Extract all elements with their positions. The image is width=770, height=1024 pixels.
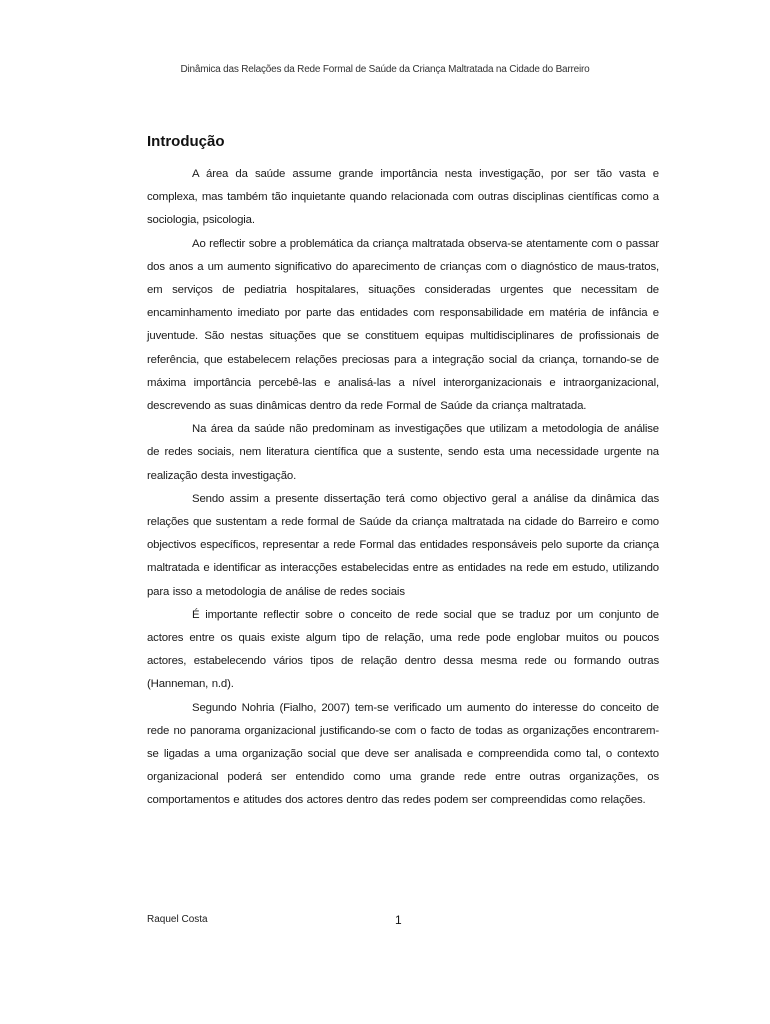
running-header: Dinâmica das Relações da Rede Formal de Saúde da Criança Maltratada na Cidade do Barreiro (180, 64, 590, 75)
paragraph: Ao reflectir sobre a problemática da criança maltratada observa-se atentamente com o passar dos anos a um aumento significativo do aparecimento de crianças com o diagnóstico de maus-tratos, em serviços de pediatria hospitalares, situações consideradas urgentes que necessitam de encaminhamento imediato por parte das entidades com responsabilidade em matéria de infância e juventude. São nestas situações que se constituem equipas multidisciplinares de profissionais de referência, que estabelecem relações preciosas para a integração social da criança, tornando-se de máxima importância percebê-las e analisá-las a nível interorganizacionais e intraorganizacional, descrevendo as suas dinâmicas dentro da rede Formal de Saúde da criança maltratada. (147, 237, 659, 413)
paragraph: Sendo assim a presente dissertação terá como objectivo geral a análise da dinâmica das relações que sustentam a rede formal de Saúde da criança maltratada na cidade do Barreiro e como objectivos específicos, representar a rede Formal das entidades responsáveis pelo suporte da criança maltratada e identificar as interacções estabelecidas entre as entidades na rede em estudo, utilizando para isso a metodologia de análise de redes sociais (147, 492, 659, 598)
footer-author: Raquel Costa (147, 914, 208, 925)
paragraph: É importante reflectir sobre o conceito de rede social que se traduz por um conjunto de actores entre os quais existe algum tipo de relação, uma rede pode englobar muitos ou poucos actores, estabelecendo vários tipos de relação dentro dessa mesma rede ou formando outras (Hanneman, n.d). (147, 608, 659, 691)
page-number: 1 (395, 913, 402, 927)
paragraph: Segundo Nohria (Fialho, 2007) tem-se verificado um aumento do interesse do conceito de rede no panorama organizacional justificando-se com o facto de todas as organizações encontrarem-se ligadas a uma organização social que deve ser analisada e compreendida como tal, o contexto organizacional poderá ser entendido como uma grande rede entre outras organizações, os comportamentos e atitudes dos actores dentro das redes podem ser compreendidas como relações. (147, 701, 659, 807)
paragraph: Na área da saúde não predominam as investigações que utilizam a metodologia de análise de redes sociais, nem literatura científica que a sustente, sendo esta uma necessidade urgente na realização desta investigação. (147, 423, 659, 482)
paragraph: A área da saúde assume grande importância nesta investigação, por ser tão vasta e complexa, mas também tão inquietante quando relacionada com outras disciplinas científicas como a sociologia, psicologia. (147, 168, 659, 227)
section-title: Introdução (147, 133, 225, 150)
body-text (147, 163, 659, 813)
